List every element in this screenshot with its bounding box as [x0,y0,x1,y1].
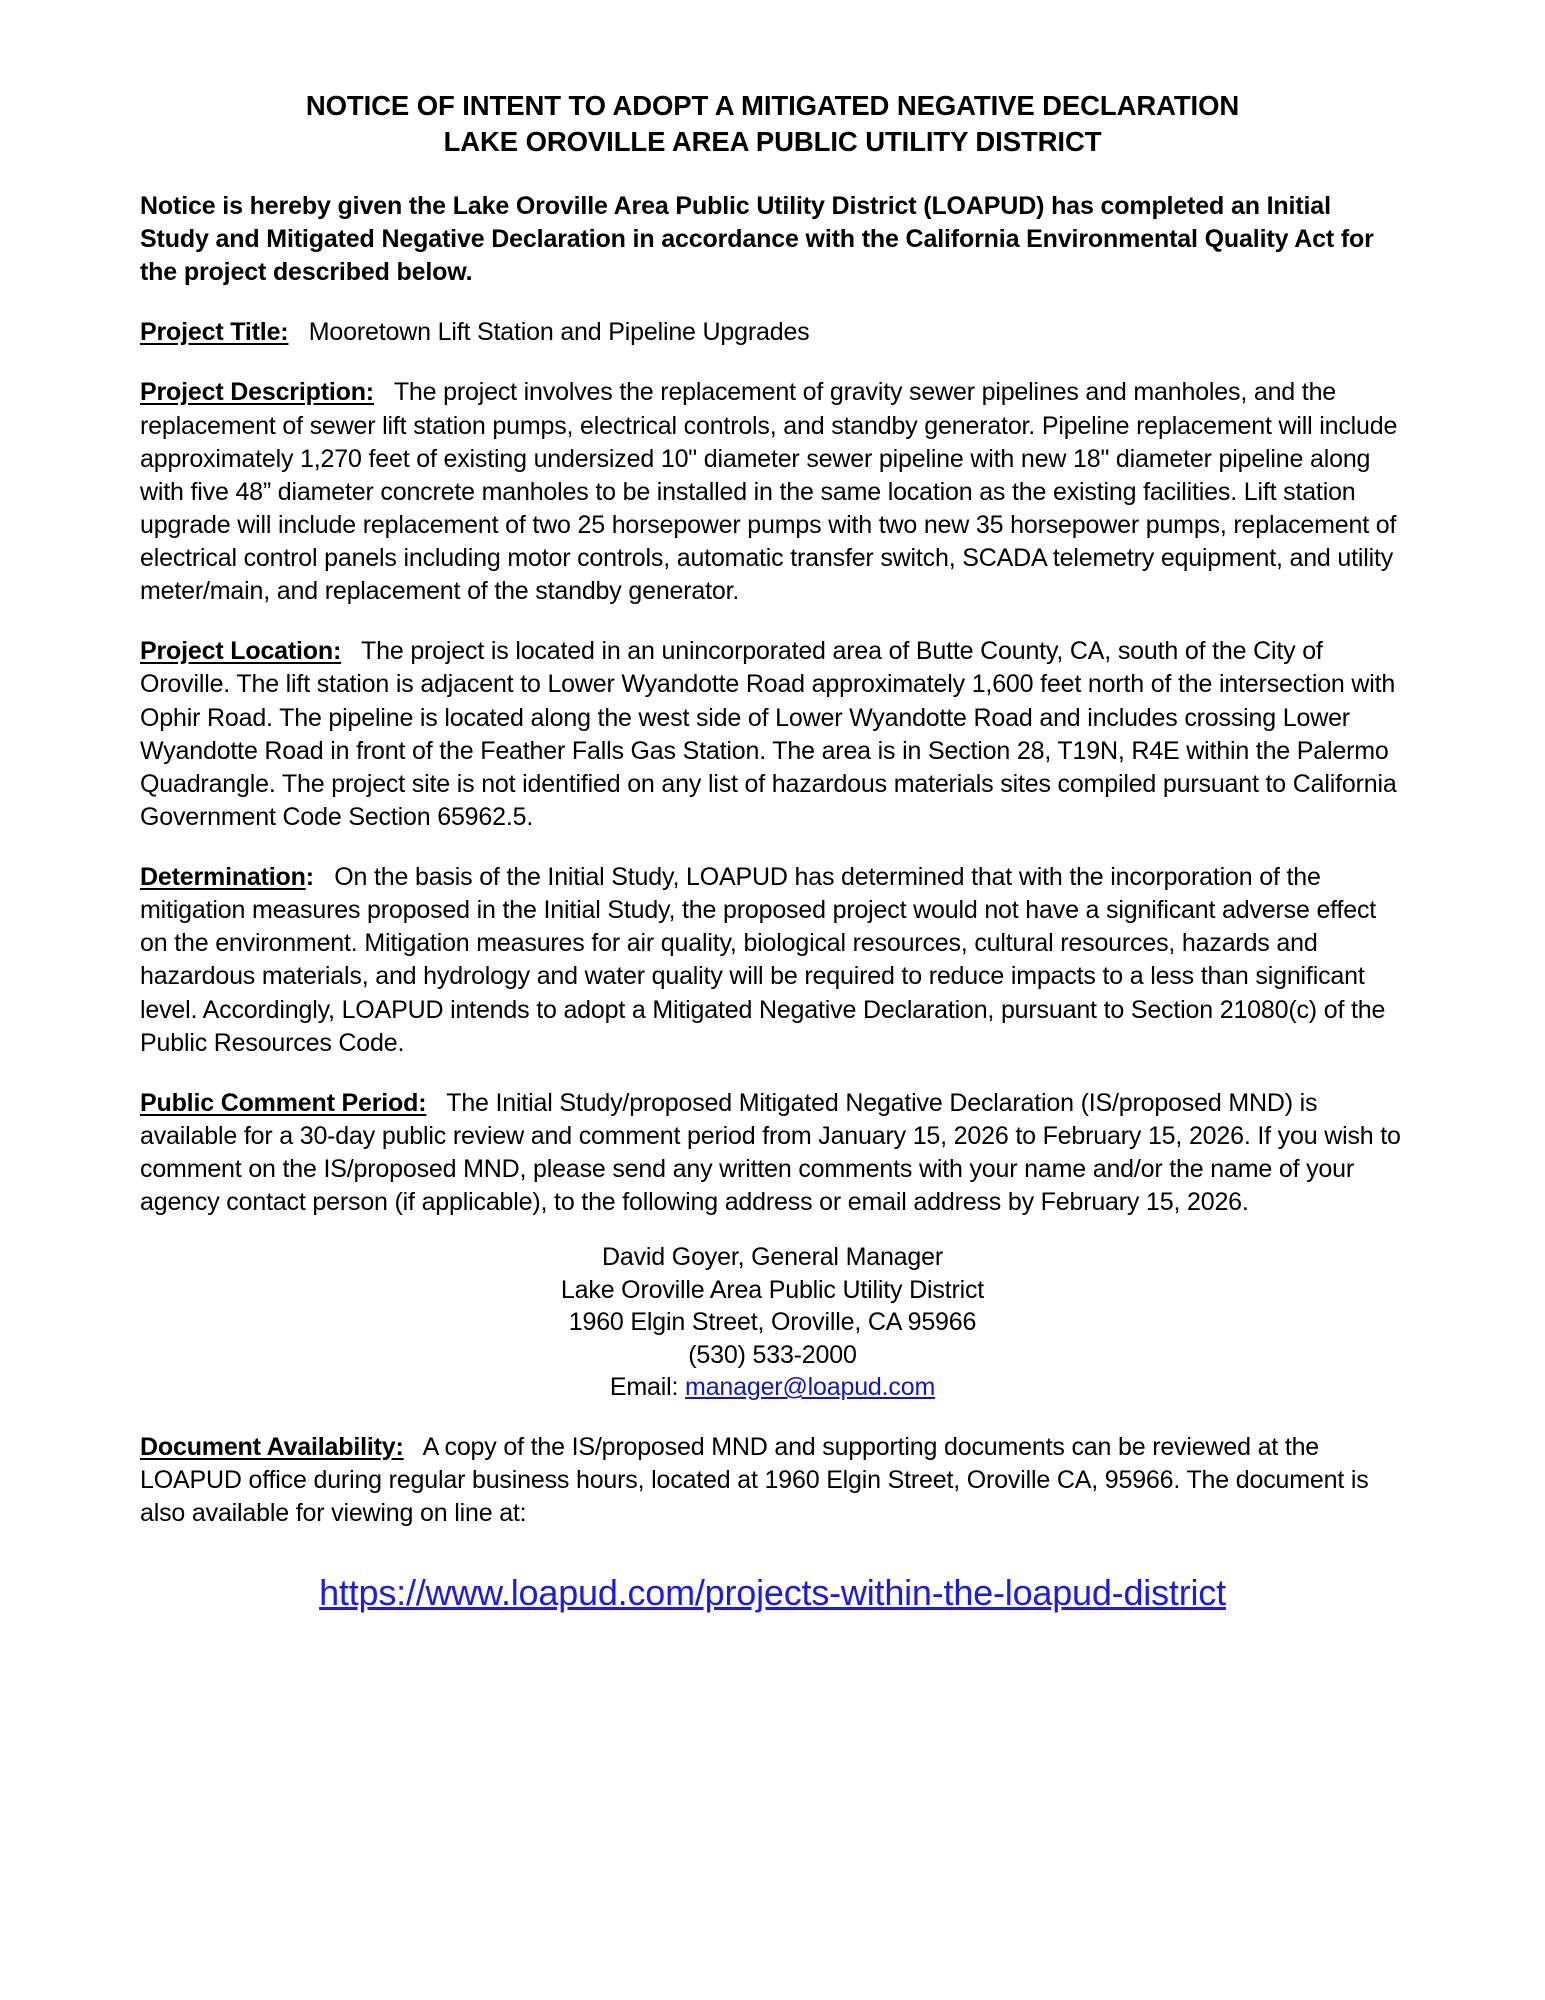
document-availability-heading: Document Availability: [140,1432,404,1461]
public-comment-period-body: The Initial Study/proposed Mitigated Negative Declaration (IS/proposed MND) is available for a 30-day public review and comment period from January 15, 2026 to February 15, 2026. If you wish to comment on the IS/proposed MND, please send any written comments with your name and/or the name of your agency contact person (if applicable), to the following address or email address by February 15, 2026. [140,1088,1401,1217]
section-determination [140,861,1405,1060]
title-line-2: LAKE OROVILLE AREA PUBLIC UTILITY DISTRICT [443,125,1102,157]
project-location-body: The project is located in an unincorporated area of Butte County, CA, south of the City of Oroville. The lift station is adjacent to Lower Wyandotte Road approximately 1,600 feet north of the intersection with Ophir Road. The pipeline is located along the west side of Lower Wyandotte Road and includes crossing Lower Wyandotte Road in front of the Feather Falls Gas Station. The area is in Section 28, T19N, R4E within the Palermo Quadrangle. The project site is not identified on any list of hazardous materials sites compiled pursuant to California Government Code Section 65962.5. [140,637,1397,831]
project-location-spacer [348,637,361,665]
contact-email-link[interactable]: manager@loapud.com [685,1373,936,1402]
document-availability-spacer [410,1433,422,1461]
contact-name-title: David Goyer, General Manager [602,1243,943,1272]
project-location-heading: Project Location: [140,637,342,666]
public-comment-period-heading: Public Comment Period: [140,1088,427,1117]
section-project-title [140,316,1405,349]
document-availability-body: A copy of the IS/proposed MND and supporting documents can be reviewed at the LOAPUD office during regular business hours, located at 1960 Elgin Street, Oroville CA, 95966. The document is also available for viewing on line at: [140,1432,1369,1527]
determination-heading-colon: : [305,863,314,891]
contact-address: 1960 Elgin Street, Oroville, CA 95966 [568,1308,977,1337]
project-description-heading: Project Description: [140,378,374,407]
section-public-comment-period [140,1087,1405,1220]
determination-body: On the basis of the Initial Study, LOAPUD has determined that with the incorporation of the mitigation measures proposed in the Initial Study, the proposed project would not have a significant adverse effect on the environment. Mitigation measures for air quality, biological resources, cultural resources, hazards and hazardous materials, and hydrology and water quality will be required to reduce impacts to a less than significant level. Accordingly, LOAPUD intends to adopt a Mitigated Negative Declaration, pursuant to Section 21080(c) of the Public Resources Code. [140,863,1386,1057]
contact-organization: Lake Oroville Area Public Utility District [560,1275,985,1304]
section-project-description [140,376,1405,608]
project-description-body: The project involves the replacement of gravity sewer pipelines and manholes, and the replacement of sewer lift station pumps, electrical controls, and standby generator. Pipeline replacement will include approximately 1,270 feet of existing undersized 10" diameter sewer pipeline with new 18" diameter pipeline along with five 48” diameter concrete manholes to be installed in the same location as the existing facilities. Lift station upgrade will include replacement of two 25 horsepower pumps with two new 35 horsepower pumps, replacement of electrical control panels including motor controls, automatic transfer switch, SCADA telemetry equipment, and utility meter/main, and replacement of the standby generator. [140,378,1398,606]
website-url-link[interactable]: https://www.loapud.com/projects-within-the-loapud-district [319,1572,1226,1614]
contact-email-label: Email: [609,1373,686,1402]
public-comment-period-spacer [433,1089,446,1117]
intro-paragraph: Notice is hereby given the Lake Oroville Area Public Utility District (LOAPUD) has completed an Initial Study and Mitigated Negative Declaration in accordance with the California Environmental Quality Act for the project described below. [140,191,1374,286]
determination-spacer [321,863,335,891]
section-document-availability [140,1431,1405,1530]
project-title-spacer [295,318,309,346]
contact-email-row [140,1371,1405,1404]
title-line-1: NOTICE OF INTENT TO ADOPT A MITIGATED NEGATIVE DECLARATION [305,90,1240,121]
contact-block [140,1241,1405,1404]
page-title [140,88,1405,160]
project-title-body: Mooretown Lift Station and Pipeline Upgrades [308,318,810,347]
section-project-location [140,635,1405,834]
determination-heading: Determination [140,863,306,891]
project-description-spacer [381,378,394,406]
contact-phone: (530) 533-2000 [688,1340,857,1369]
project-title-heading: Project Title: [140,318,289,347]
